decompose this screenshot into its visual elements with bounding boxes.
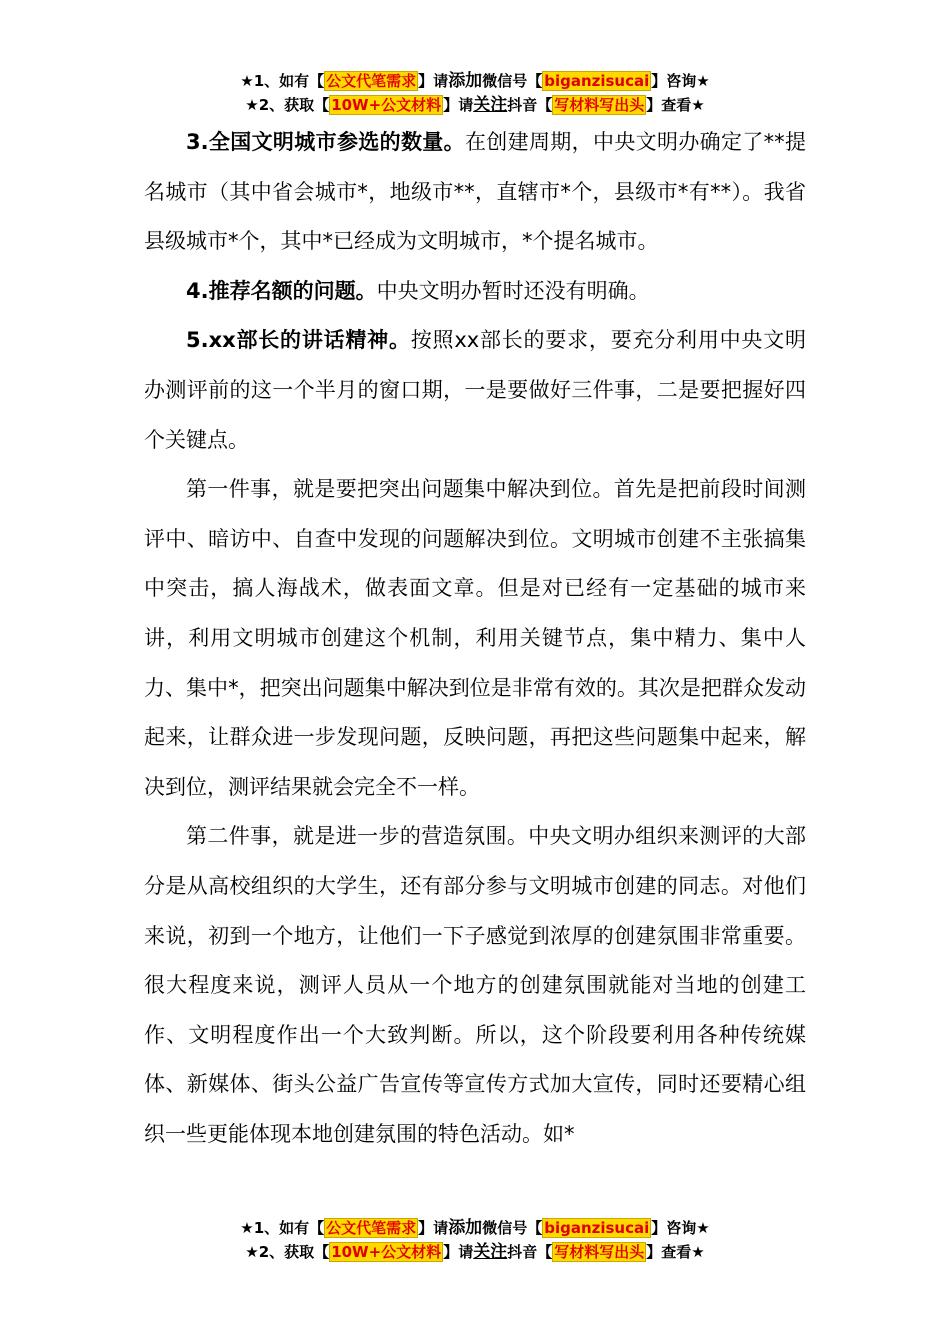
highlight-service: 公文代笔需求 (326, 1219, 417, 1237)
highlight-wechat-id: biganzisucai (544, 1219, 650, 1237)
paragraph (144, 812, 806, 1159)
banner-line-1: ★1、如有【 公文代笔需求 】请添加微信号【 biganzisucai 】咨询★ (240, 1218, 710, 1238)
paragraph-text: 第二件事，就是进一步的营造氛围。中央文明办组织来测评的大部分是从高校组织的大学生，还有部分参与文明城市创建的同志。对他们来说，初到一个地方，让他们一下子感觉到浓厚的创建氛围非常重要。很大程度来说，测评人员从一个地方的创建氛围就能对当地的创建工作、文明程度作出一个大致判断。所以，这个阶段要利用各种传统媒体、新媒体、街头公益广告宣传等宣传方式加大宣传，同时还要精心组织一些更能体现本地创建氛围的特色活动。如* (144, 824, 806, 1146)
footer-banner (0, 1216, 950, 1264)
paragraph-lead: 3.全国文明城市参选的数量。 (186, 130, 465, 154)
paragraph-text: 按照xx部长的要求，要充分利用中央文明办测评前的这一个半月的窗口期，一是要做好三件事，二是要把握好四个关键点。 (144, 328, 806, 452)
paragraph-lead: 4.推荐名额的问题。 (186, 278, 377, 303)
highlight-douyin: 写材料写出头 (554, 96, 645, 114)
highlight-materials: 10W+公文材料 (331, 96, 442, 114)
paragraph-lead: 5.xx部长的讲话精神。 (186, 328, 411, 353)
paragraph-text: 第一件事，就是要把突出问题集中解决到位。首先是把前段时间测评中、暗访中、自查中发现的问题解决到位。文明城市创建不主张搞集中突击，搞人海战术，做表面文章。但是对已经有一定基础的城市来讲，利用文明城市创建这个机制，利用关键节点，集中精力、集中人力、集中*，把突出问题集中解决到位是非常有效的。其次是把群众发动起来，让群众进一步发现问题，反映问题，再把这些问题集中起来，解决到位，测评结果就会完全不一样。 (144, 477, 806, 799)
banner-line-2: ★2、获取【 10W+公文材料 】请关注抖音【 写材料写出头 】查看★ (245, 95, 705, 115)
paragraph-text: 中央文明办暂时还没有明确。 (376, 278, 650, 303)
paragraph (144, 267, 806, 317)
highlight-materials: 10W+公文材料 (331, 1243, 442, 1261)
banner-line-1: ★1、如有【 公文代笔需求 】请添加微信号【 biganzisucai 】咨询★ (240, 71, 710, 91)
header-banner (0, 69, 950, 117)
paragraph-text: 在创建周期，中央文明办确定了**提名城市（其中省会城市*，地级市**，直辖市*个，县级市*有**）。我省县级城市*个，其中*已经成为文明城市，*个提名城市。 (144, 130, 807, 254)
highlight-wechat-id: biganzisucai (544, 72, 650, 90)
paragraph (144, 316, 806, 465)
highlight-douyin: 写材料写出头 (554, 1243, 645, 1261)
banner-line-2: ★2、获取【 10W+公文材料 】请关注抖音【 写材料写出头 】查看★ (245, 1242, 705, 1262)
paragraph (144, 118, 806, 267)
paragraph (144, 465, 806, 812)
highlight-service: 公文代笔需求 (326, 72, 417, 90)
document-body (144, 118, 806, 1159)
